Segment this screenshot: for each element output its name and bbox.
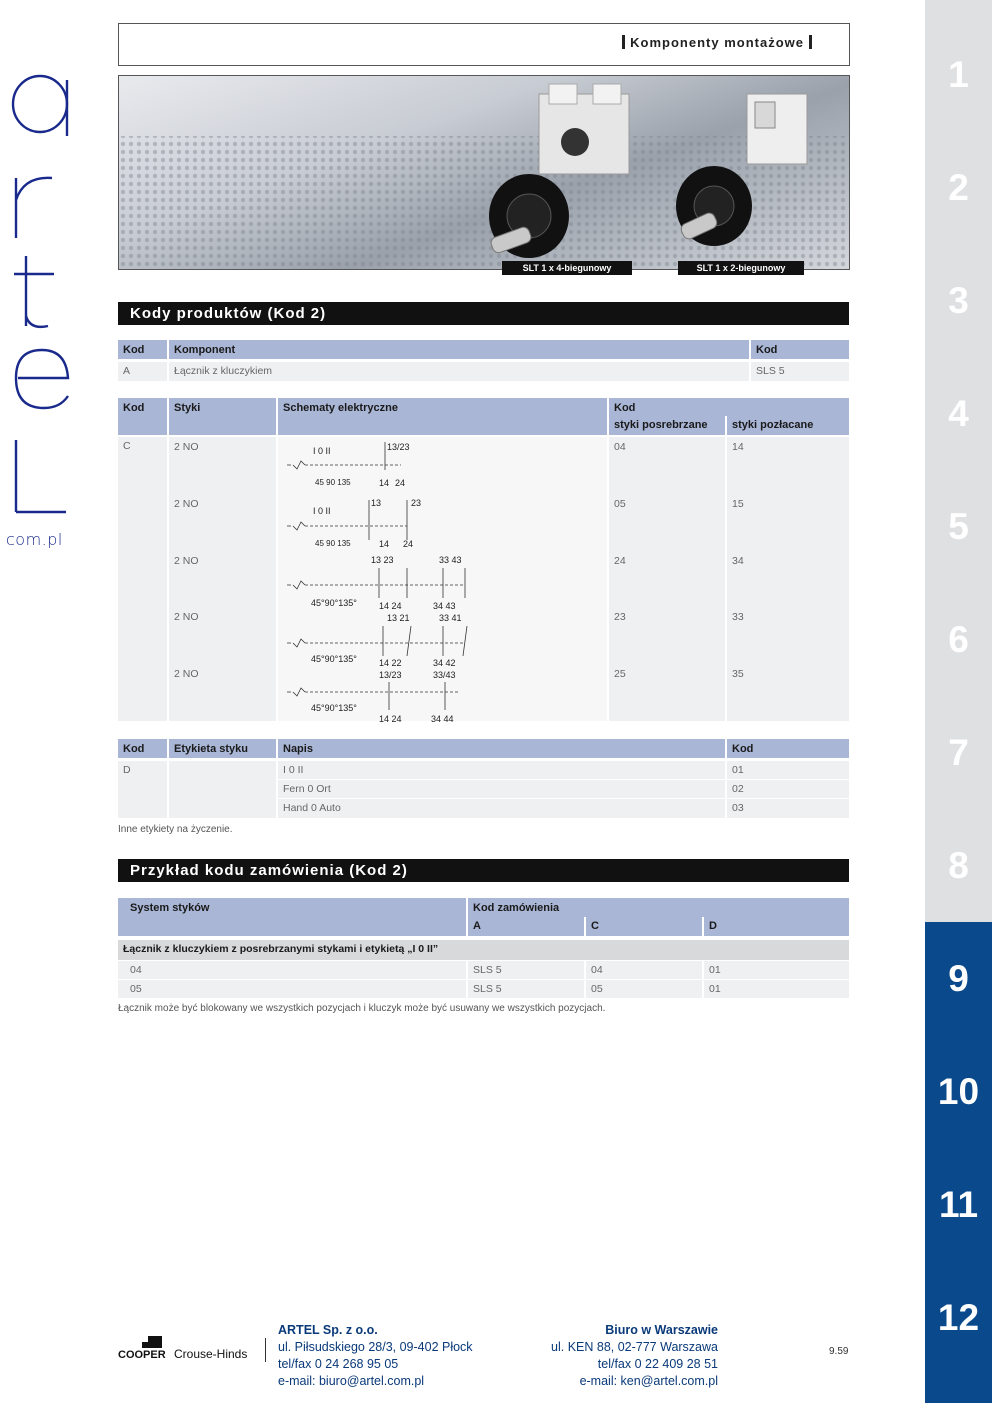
th-napis: Napis xyxy=(278,739,725,758)
footer-address-plock xyxy=(278,1322,473,1390)
logo-domain: com.pl xyxy=(6,530,63,549)
gold-5: 35 xyxy=(732,668,744,680)
section-title-codes: Kody produktów (Kod 2) xyxy=(118,302,849,325)
group-row: Łącznik z kluczykiem z posrebrzanymi stykami i etykietą „I 0 II” xyxy=(118,940,849,960)
tab-2[interactable]: 2 xyxy=(948,166,969,208)
cell-code-c: C xyxy=(118,437,167,721)
s1-top: 13/23 xyxy=(387,442,410,452)
s3-angles: 45°90°135° xyxy=(311,598,357,608)
tab-12[interactable]: 12 xyxy=(925,1261,992,1403)
table-component xyxy=(118,340,849,382)
silver-1: 04 xyxy=(614,441,626,453)
cell-etykieta xyxy=(169,761,276,818)
th-kod: Kod xyxy=(118,398,167,435)
s1-b1: 14 xyxy=(379,478,390,488)
caption-4pole: SLT 1 x 4-biegunowy xyxy=(502,261,632,275)
s1-positions: I 0 II xyxy=(313,446,331,456)
footer-divider xyxy=(265,1338,266,1362)
order-1-d: 01 xyxy=(704,961,849,979)
tab-7[interactable]: 7 xyxy=(948,731,969,773)
plock-phone: tel/fax 0 24 268 95 05 xyxy=(278,1357,399,1371)
s3-bot-a: 14 24 xyxy=(379,601,402,611)
s2-positions: I 0 II xyxy=(313,506,331,516)
s2-angles: 45 90 135 xyxy=(315,539,351,548)
th-schematy: Schematy elektryczne xyxy=(278,398,607,435)
cell-schematics xyxy=(278,437,607,724)
header-title xyxy=(617,35,817,50)
cell-code-d: D xyxy=(118,761,167,818)
styki-3: 2 NO xyxy=(174,555,199,567)
tab-11[interactable]: 11 xyxy=(925,1148,992,1261)
th-order-code: Kod zamówienia xyxy=(468,898,849,917)
th-d: D xyxy=(704,917,849,936)
th-kod: Kod xyxy=(118,340,167,359)
s5-angles: 45°90°135° xyxy=(311,703,357,713)
header-title-text: Komponenty montażowe xyxy=(630,35,804,50)
styki-1: 2 NO xyxy=(174,441,199,453)
th-styki: Styki xyxy=(169,398,276,435)
s2-t1: 13 xyxy=(371,498,382,508)
th-kod-group: Kod xyxy=(609,398,849,416)
silver-3: 24 xyxy=(614,555,626,567)
order-1-system: 04 xyxy=(118,961,466,979)
plock-street: ul. Piłsudskiego 28/3, 09-402 Płock xyxy=(278,1340,473,1354)
artel-logo xyxy=(4,60,74,530)
header-box xyxy=(118,23,850,66)
th-kod-2: Kod xyxy=(751,340,849,359)
section-title-order: Przykład kodu zamówienia (Kod 2) xyxy=(118,859,849,882)
napis-3: Hand 0 Auto xyxy=(278,799,725,818)
tab-5[interactable]: 5 xyxy=(948,505,969,547)
table-labels xyxy=(118,739,849,819)
order-2-a: SLS 5 xyxy=(468,980,584,998)
caption-2pole: SLT 1 x 2-biegunowy xyxy=(678,261,804,275)
tab-10[interactable]: 10 xyxy=(925,1035,992,1148)
s5-top-b: 33/43 xyxy=(433,670,456,680)
styki-4: 2 NO xyxy=(174,611,199,623)
th-gold: styki pozłacane xyxy=(727,416,849,435)
footer-address-warsaw xyxy=(520,1322,718,1390)
th-komponent: Komponent xyxy=(169,340,749,359)
warsaw-street: ul. KEN 88, 02-777 Warszawa xyxy=(551,1340,718,1354)
labels-note: Inne etykiety na życzenie. xyxy=(118,824,233,835)
warsaw-phone: tel/fax 0 22 409 28 51 xyxy=(597,1357,718,1371)
order-2-d: 01 xyxy=(704,980,849,998)
cell-component-code: SLS 5 xyxy=(751,362,849,381)
cell-gold-col xyxy=(727,437,849,721)
s4-angles: 45°90°135° xyxy=(311,654,357,664)
label-code-1: 01 xyxy=(727,761,849,779)
chapter-tabs xyxy=(925,0,992,1403)
order-2-c: 05 xyxy=(586,980,702,998)
th-silver: styki posrebrzane xyxy=(609,416,725,435)
th-a: A xyxy=(468,917,584,936)
silver-5: 25 xyxy=(614,668,626,680)
tab-3[interactable]: 3 xyxy=(948,279,969,321)
tab-4[interactable]: 4 xyxy=(948,392,969,434)
tab-1[interactable]: 1 xyxy=(948,53,969,95)
napis-2: Fern 0 Ort xyxy=(278,780,725,798)
brand-crouse: Crouse-Hinds xyxy=(174,1347,248,1361)
th-kod: Kod xyxy=(118,739,167,758)
styki-5: 2 NO xyxy=(174,668,199,680)
s4-top-a: 13 21 xyxy=(387,613,410,623)
cell-code-a: A xyxy=(118,362,167,381)
s3-top-b: 33 43 xyxy=(439,555,462,565)
gold-1: 14 xyxy=(732,441,744,453)
s4-top-b: 33 41 xyxy=(439,613,462,623)
cell-styki-col xyxy=(169,437,276,721)
silver-4: 23 xyxy=(614,611,626,623)
s2-t2: 23 xyxy=(411,498,422,508)
table-order-example xyxy=(118,898,849,998)
label-code-3: 03 xyxy=(727,799,849,818)
cell-silver-col xyxy=(609,437,725,721)
tab-8[interactable]: 8 xyxy=(948,844,969,886)
silver-2: 05 xyxy=(614,498,626,510)
cell-component: Łącznik z kluczykiem xyxy=(169,362,749,381)
tab-6[interactable]: 6 xyxy=(948,618,969,660)
th-c: C xyxy=(586,917,702,936)
order-1-c: 04 xyxy=(586,961,702,979)
th-system: System styków xyxy=(118,898,466,936)
order-1-a: SLS 5 xyxy=(468,961,584,979)
styki-2: 2 NO xyxy=(174,498,199,510)
s5-top-a: 13/23 xyxy=(379,670,402,680)
s5-bot-b: 34 44 xyxy=(431,714,454,724)
page-number: 9.59 xyxy=(829,1346,849,1357)
s1-b2: 24 xyxy=(395,478,406,488)
table-contacts xyxy=(118,398,849,724)
s4-bot-a: 14 22 xyxy=(379,658,402,668)
napis-1: I 0 II xyxy=(278,761,725,779)
label-code-2: 02 xyxy=(727,780,849,798)
warsaw-office: Biuro w Warszawie xyxy=(605,1323,718,1337)
s1-angles: 45 90 135 xyxy=(315,478,351,487)
plock-company: ARTEL Sp. z o.o. xyxy=(278,1323,378,1337)
th-etykieta: Etykieta styku xyxy=(169,739,276,758)
tab-9[interactable]: 9 xyxy=(925,922,992,1035)
s2-b1: 14 xyxy=(379,539,390,549)
s5-bot-a: 14 24 xyxy=(379,714,402,724)
s3-top-a: 13 23 xyxy=(371,555,394,565)
brand-cooper: COOPER xyxy=(118,1349,166,1361)
s3-bot-b: 34 43 xyxy=(433,601,456,611)
s2-b2: 24 xyxy=(403,539,414,549)
plock-email[interactable]: e-mail: biuro@artel.com.pl xyxy=(278,1374,425,1388)
s4-bot-b: 34 42 xyxy=(433,658,456,668)
cooper-logo xyxy=(118,1334,258,1369)
gold-4: 33 xyxy=(732,611,744,623)
warsaw-email[interactable]: e-mail: ken@artel.com.pl xyxy=(579,1374,718,1388)
th-kod-3: Kod xyxy=(727,739,849,758)
gold-3: 34 xyxy=(732,555,744,567)
order-2-system: 05 xyxy=(118,980,466,998)
schematic-diagrams xyxy=(283,440,612,724)
gold-2: 15 xyxy=(732,498,744,510)
hero-image xyxy=(118,75,850,270)
order-note: Łącznik może być blokowany we wszystkich pozycjach i kluczyk może być usuwany we wszystkich pozycjach. xyxy=(118,1003,606,1014)
